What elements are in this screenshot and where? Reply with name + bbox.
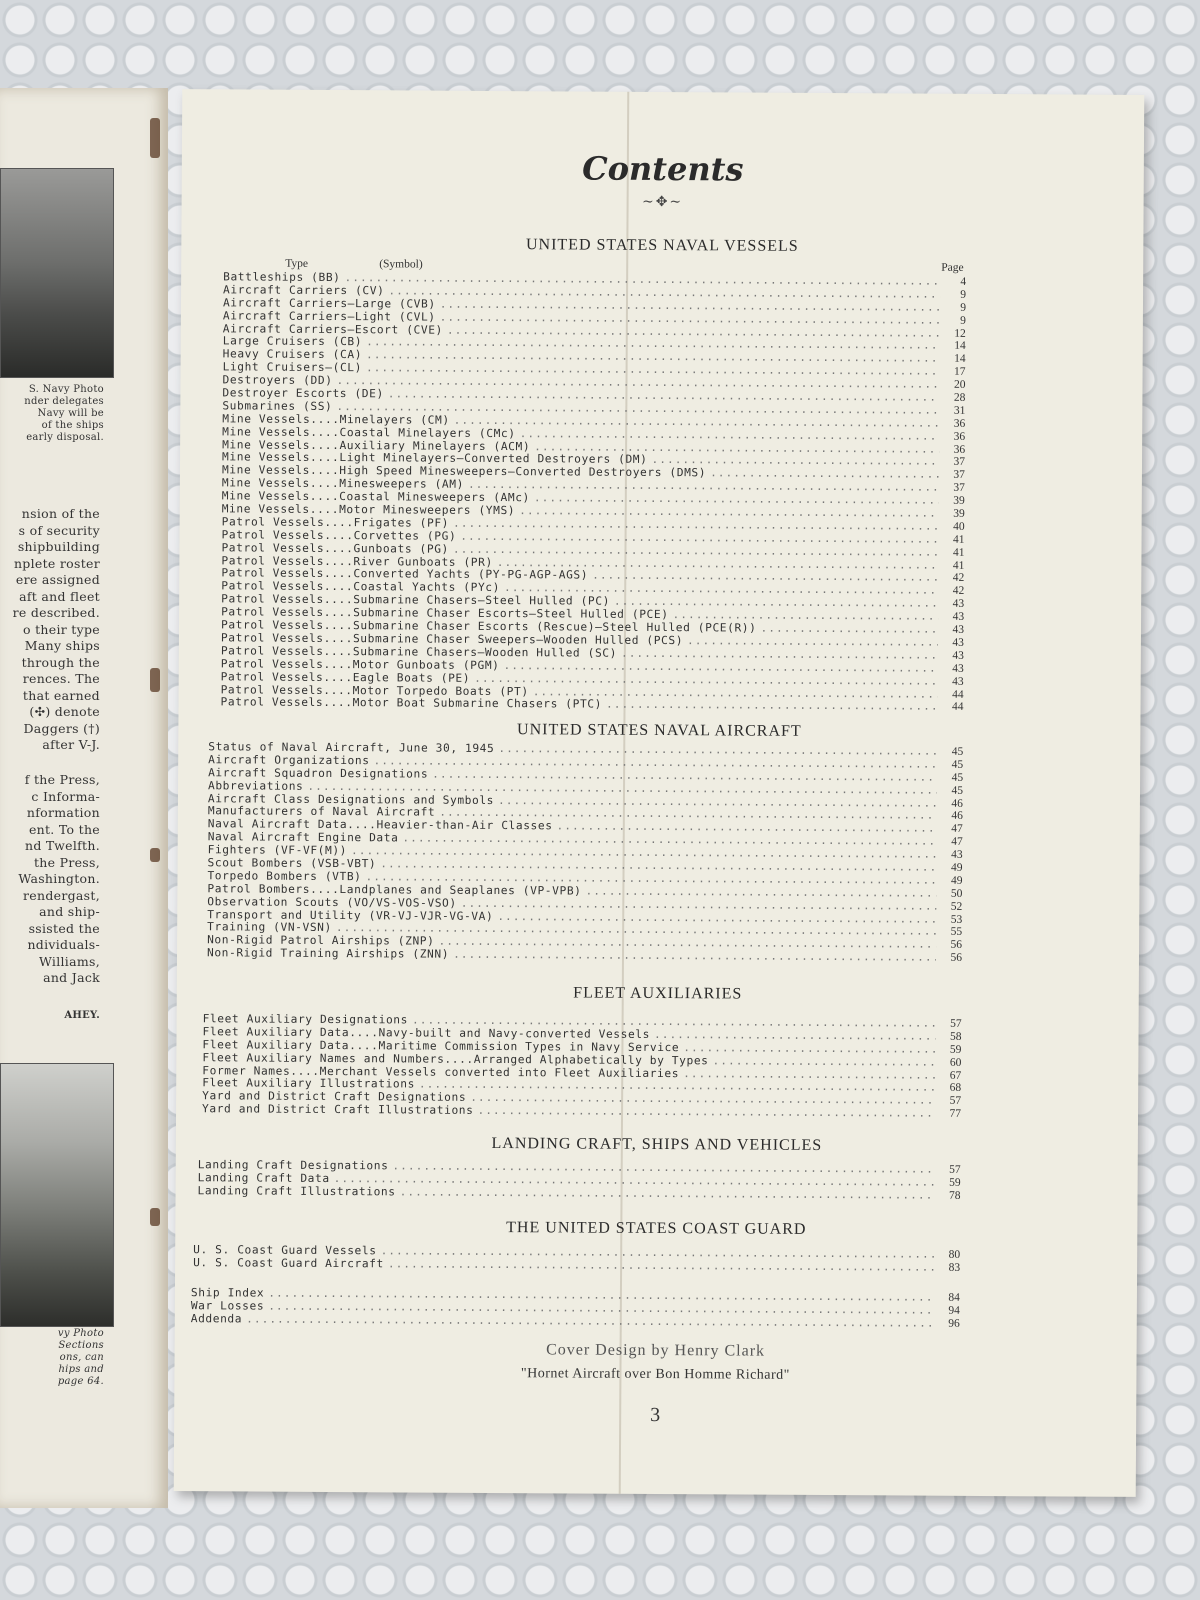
- toc-entry-label: Scout Bombers (VSB-VBT): [207, 856, 377, 871]
- toc-entry-label: Patrol Vessels....Submarine Chaser Escorts (Rescue)—Steel Hulled (PCE(R)): [220, 618, 757, 635]
- toc-entry-label: Aircraft Class Designations and Symbols: [207, 791, 495, 807]
- toc-entry-label: Fleet Auxiliary Designations: [202, 1012, 409, 1027]
- toc-section-list: [221, 271, 967, 714]
- toc-section-list: [193, 1244, 960, 1274]
- toc-entry-label: Aircraft Carriers—Escort (CVE): [222, 321, 443, 337]
- toc-entry-page: 44: [951, 701, 964, 714]
- toc-entry-page: 42: [952, 572, 965, 585]
- toc-entry-page: 20: [953, 378, 966, 391]
- toc-entry-label: Patrol Vessels....Submarine Chasers—Steel Hulled (PC): [221, 592, 610, 608]
- toc-entry-label: Patrol Vessels....Motor Torpedo Boats (PT): [220, 682, 529, 698]
- toc-entry-page: 31: [953, 404, 966, 417]
- toc-entry-label: Landing Craft Illustrations: [197, 1183, 396, 1199]
- toc-entry-label: Fleet Auxiliary Names and Numbers....Arranged Alphabetically by Types: [202, 1050, 709, 1067]
- toc-entry-page: 46: [951, 797, 963, 810]
- toc-entry-page: 43: [951, 848, 963, 861]
- toc-entry-label: Landing Craft Data: [197, 1171, 330, 1185]
- toc-entry-label: Submarines (SS): [222, 399, 333, 413]
- toc-entry-page: 84: [948, 1291, 960, 1304]
- toc-entry-label: Mine Vessels....Motor Minesweepers (YMS): [221, 502, 516, 518]
- toc-entry-label: Patrol Vessels....Corvettes (PG): [221, 528, 457, 543]
- toc-entry-label: Large Cruisers (CB): [222, 334, 363, 349]
- toc-section-list: [202, 1013, 962, 1121]
- toc-entry-label: Naval Aircraft Data....Heavier-than-Air Classes: [207, 817, 553, 833]
- contents-page: [174, 89, 1145, 1497]
- toc-entry-page: 43: [952, 623, 965, 636]
- toc-entry-page: 14: [954, 340, 966, 353]
- column-header-type: Type: [285, 257, 309, 270]
- binding-stain: [150, 848, 160, 862]
- toc-section-list: [198, 1159, 961, 1202]
- toc-entry-page: 45: [951, 758, 964, 771]
- toc-entry-page: 43: [952, 675, 964, 688]
- toc-entry-page: 57: [950, 1017, 962, 1030]
- section-heading: LANDING CRAFT, SHIPS AND VEHICLES: [491, 1134, 823, 1155]
- page-number: 3: [650, 1403, 661, 1427]
- photo-caption-bottom: vy Photo Sections ons, can hips and page 64.: [57, 1328, 104, 1387]
- toc-entry-page: 58: [949, 1030, 962, 1043]
- dot-leader: [388, 1258, 934, 1274]
- toc-entry-label: Mine Vessels....Minelayers (CM): [222, 412, 450, 427]
- toc-entry-page: 59: [949, 1043, 962, 1056]
- toc-entry-label: U. S. Coast Guard Vessels: [193, 1243, 377, 1258]
- toc-entry-page: 37: [953, 456, 966, 469]
- toc-entry-page: 14: [954, 353, 966, 366]
- toc-entry-page: 36: [953, 430, 966, 443]
- dot-leader: [760, 623, 938, 637]
- toc-entry-page: 83: [948, 1261, 961, 1274]
- toc-entry-label: Naval Aircraft Engine Data: [207, 830, 399, 845]
- toc-entry-label: U. S. Coast Guard Aircraft: [193, 1256, 384, 1271]
- left-page-signature: AHEY.: [64, 1010, 100, 1021]
- toc-entry-label: Mine Vessels....Coastal Minelayers (CMc): [222, 425, 516, 440]
- toc-entry-label: Aircraft Carriers—Light (CVL): [222, 308, 436, 324]
- toc-entry-label: Mine Vessels....High Speed Minesweepers—Converted Destroyers (DMS): [221, 463, 707, 480]
- dot-leader: [453, 949, 936, 965]
- toc-entry-label: Patrol Bombers....Landplanes and Seaplanes (VP-VPB): [207, 882, 582, 898]
- toc-entry-page: 17: [954, 366, 966, 379]
- toc-entry-label: Battleships (BB): [223, 270, 341, 285]
- toc-entry-page: 80: [948, 1248, 961, 1261]
- toc-entry-label: Patrol Vessels....Converted Yachts (PY-PG-AGP-AGS): [221, 566, 589, 583]
- toc-entry-label: Aircraft Squadron Designations: [208, 766, 429, 781]
- ornament-icon: ~✥~: [641, 193, 684, 211]
- toc-entry-page: 46: [951, 810, 963, 823]
- ship-photo-bottom: [0, 1063, 114, 1327]
- toc-entry-label: Fleet Auxiliary Illustrations: [202, 1076, 415, 1091]
- toc-entry-page: 60: [949, 1056, 962, 1069]
- section-heading: UNITED STATES NAVAL VESSELS: [525, 236, 799, 255]
- toc-entry-page: 55: [950, 926, 963, 939]
- binding-stain: [150, 118, 160, 158]
- toc-entry-page: 44: [952, 688, 964, 701]
- column-header-symbol: (Symbol): [379, 258, 423, 271]
- toc-entry-page: 59: [949, 1176, 961, 1189]
- toc-section-list: [191, 1287, 960, 1330]
- toc-section-list: [207, 741, 963, 965]
- dot-leader: [400, 1186, 935, 1202]
- toc-entry-label: Fighters (VF-VF(M)): [207, 843, 348, 858]
- cover-credit: Cover Design by Henry Clark: [546, 1341, 766, 1360]
- toc-entry-label: Manufacturers of Naval Aircraft: [207, 804, 436, 820]
- toc-entry-page: 52: [950, 900, 963, 913]
- left-page-text-1: nsion of the s of security shipbuilding nplete roster ere assigned aft and fleet re described. o their type Many ships through the rences. The that earned (✣) denote Daggers (†) after V-J.: [12, 506, 100, 752]
- toc-entry-label: Patrol Vessels....Submarine Chaser Escorts—Steel Hulled (PCE): [221, 605, 669, 622]
- section-heading: UNITED STATES NAVAL AIRCRAFT: [516, 721, 802, 740]
- toc-entry-page: 45: [951, 784, 964, 797]
- toc-entry-page: 68: [949, 1082, 962, 1095]
- toc-entry-label: Destroyers (DD): [222, 373, 333, 388]
- toc-entry-label: Patrol Vessels....Coastal Yachts (PYc): [221, 579, 501, 595]
- toc-entry-page: 36: [953, 443, 966, 456]
- toc-entry-label: Observation Scouts (VO/VS-VOS-VSO): [207, 894, 457, 910]
- toc-entry-page: 39: [953, 494, 965, 508]
- toc-entry-page: 56: [950, 939, 963, 952]
- toc-entry-label: Fleet Auxiliary Data....Navy-built and Navy-converted Vessels: [202, 1025, 651, 1041]
- toc-entry-page: 12: [954, 327, 966, 340]
- toc-entry-label: Former Names....Merchant Vessels converted into Fleet Auxiliaries: [202, 1063, 680, 1080]
- left-page: [0, 88, 168, 1508]
- toc-entry-label: Status of Naval Aircraft, June 30, 1945: [208, 740, 495, 755]
- toc-entry-label: Torpedo Bombers (VTB): [207, 869, 362, 884]
- toc-entry-label: Patrol Vessels....Motor Gunboats (PGM): [220, 657, 500, 672]
- toc-entry-page: 4: [960, 275, 967, 288]
- toc-entry-page: 41: [952, 559, 965, 572]
- toc-entry-page: 39: [953, 507, 965, 520]
- toc-entry-label: Ship Index: [190, 1286, 265, 1300]
- toc-entry-label: Heavy Cruisers (CA): [222, 347, 363, 362]
- section-heading: THE UNITED STATES COAST GUARD: [506, 1219, 807, 1238]
- toc-entry-page: 57: [949, 1163, 961, 1176]
- toc-entry-page: 37: [953, 469, 965, 482]
- toc-entry-page: 57: [949, 1095, 962, 1108]
- toc-entry-label: Mine Vessels....Coastal Minesweepers (AMc): [221, 489, 530, 505]
- toc-entry-label: Transport and Utility (VR-VJ-VJR-VG-VA): [207, 907, 494, 923]
- toc-entry-page: 43: [952, 598, 965, 611]
- toc-entry-page: 77: [949, 1108, 962, 1121]
- toc-entry-label: Non-Rigid Patrol Airships (ZNP): [207, 933, 435, 948]
- toc-entry-page: 56: [950, 952, 963, 965]
- toc-entry-label: Aircraft Carriers (CV): [223, 283, 385, 298]
- toc-entry-page: 40: [953, 520, 965, 533]
- toc-entry-label: War Losses: [190, 1299, 265, 1313]
- toc-entry-page: 94: [948, 1304, 960, 1317]
- section-heading: FLEET AUXILIARIES: [573, 984, 743, 1003]
- toc-entry-label: Aircraft Carriers—Large (CVB): [222, 296, 436, 311]
- toc-entry-page: 45: [951, 771, 964, 784]
- toc-entry-page: 28: [953, 391, 966, 404]
- toc-entry-page: 43: [952, 636, 964, 649]
- toc-entry-label: Patrol Vessels....Submarine Chaser Sweepers—Wooden Hulled (PCS): [220, 631, 684, 648]
- toc-entry-page: 47: [951, 836, 963, 849]
- toc-entry-label: Light Cruisers—(CL): [222, 360, 363, 375]
- toc-entry-label: Mine Vessels....Minesweepers (AM): [221, 476, 464, 492]
- toc-entry-label: Patrol Vessels....Motor Boat Submarine Chasers (PTC): [220, 695, 603, 712]
- toc-entry-label: Landing Craft Designations: [197, 1158, 389, 1173]
- toc-entry-label: Mine Vessels....Auxiliary Minelayers (ACM): [222, 437, 531, 453]
- photo-caption-top: S. Navy Photo nder delegates Navy will be of the ships early disposal.: [24, 384, 104, 443]
- toc-entry-label: Yard and District Craft Illustrations: [202, 1102, 474, 1118]
- toc-entry-page: 53: [950, 913, 963, 926]
- toc-entry-page: 41: [952, 546, 965, 559]
- toc-entry-page: 43: [952, 649, 964, 662]
- toc-entry-label: Destroyer Escorts (DE): [222, 386, 384, 401]
- toc-entry-page: 45: [951, 745, 964, 758]
- page-title: Contents: [582, 149, 744, 189]
- toc-entry-label: Addenda: [190, 1311, 243, 1326]
- toc-entry-label: Patrol Vessels....Eagle Boats (PE): [220, 669, 471, 685]
- column-header-page: Page: [941, 261, 964, 274]
- toc-entry-page: 9: [960, 301, 967, 314]
- toc-entry-page: 37: [953, 482, 965, 495]
- toc-entry-label: Non-Rigid Training Airships (ZNN): [206, 946, 450, 961]
- toc-entry-label: Patrol Vessels....Gunboats (PG): [221, 541, 449, 556]
- toc-entry-page: 47: [951, 823, 963, 836]
- toc-entry-label: Yard and District Craft Designations: [202, 1089, 467, 1105]
- toc-entry-page: 49: [950, 874, 963, 887]
- toc-entry-page: 96: [948, 1317, 960, 1330]
- dot-leader: [477, 1105, 935, 1121]
- binding-stain: [150, 668, 160, 692]
- toc-entry-page: 41: [953, 533, 965, 546]
- left-page-text-2: f the Press, c Informa- nformation ent. To the nd Twelfth. the Press, Washington. rendergast, and ship- ssisted the ndividuals- Williams, and Jack: [18, 772, 100, 985]
- toc-entry-label: Abbreviations: [207, 778, 304, 793]
- ship-photo-top: [0, 168, 114, 378]
- toc-entry-label: Patrol Vessels....Frigates (PF): [221, 515, 450, 530]
- toc-entry-page: 42: [952, 585, 965, 598]
- toc-entry-page: 78: [949, 1189, 961, 1202]
- toc-entry-label: Aircraft Organizations: [208, 753, 370, 768]
- toc-entry-page: 36: [953, 417, 966, 430]
- cover-subtitle: "Hornet Aircraft over Bon Homme Richard": [520, 1366, 790, 1383]
- toc-entry-label: Patrol Vessels....River Gunboats (PR): [221, 553, 493, 569]
- toc-entry-page: 9: [960, 288, 967, 301]
- toc-entry-page: 43: [952, 662, 964, 675]
- toc-entry-page: 49: [951, 861, 963, 874]
- toc-entry-page: 9: [960, 314, 966, 327]
- toc-entry-label: Training (VN-VSN): [207, 920, 332, 935]
- binding-stain: [150, 1208, 160, 1226]
- toc-entry-page: 50: [950, 887, 963, 900]
- toc-entry-page: 43: [952, 610, 965, 624]
- toc-entry-page: 67: [949, 1069, 962, 1082]
- dot-leader: [606, 699, 938, 714]
- toc-entry-label: Patrol Vessels....Submarine Chasers—Wooden Hulled (SC): [220, 644, 618, 660]
- toc-entry-label: Fleet Auxiliary Data....Maritime Commission Types in Navy Service: [202, 1037, 680, 1054]
- toc-entry-label: Mine Vessels....Light Minelayers—Converted Destroyers (DM): [222, 450, 648, 467]
